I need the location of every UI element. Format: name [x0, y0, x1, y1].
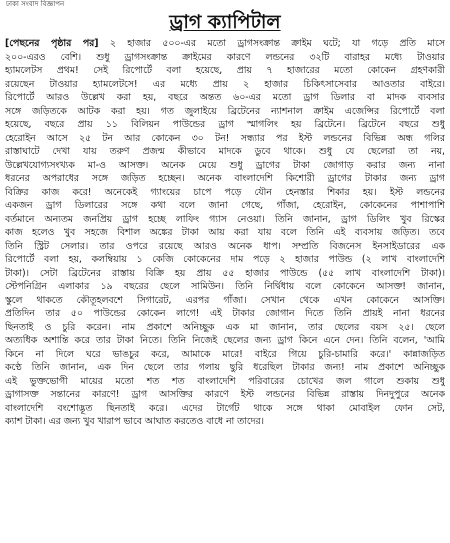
- body-line-text: অত্যধিক অশান্তি করে তার টাকা নিতে। তিনি নিজেই ছেলের জন্য ড্রাগ কিনে এনে দেন। তিনি বলেন, 'আমি: [5, 335, 445, 346]
- body-line-text: ২ হাজার ৫০০-এর মতো ড্রাগসংক্রান্ত ক্রাইম ঘটে; যা গড়ে প্রতি মাসে: [98, 38, 445, 49]
- body-line: [5, 402, 445, 416]
- body-line: [5, 51, 445, 65]
- body-line-text: হয়েছে, বছরে প্রায় ১১ বিলিয়ন পাউন্ডের ড্রাগ স্মাগলিং হয় ব্রিটেনে। ব্রিটেনে বছরে শুধু: [5, 119, 445, 130]
- body-line: [5, 307, 445, 321]
- body-line-text: রয়েছেন টাওয়ার হ্যামলেটসে! এর মধ্যে প্রায় ২ হাজার চিকিৎসাসেবার আওতার বাইরে।: [5, 78, 445, 90]
- body-line-text: রিপোর্টে আরও উল্লেখ করা হয়, বছরে অন্তত ৬০-এর মতো ড্রাগ ডিলার বা মাদক ব্যবসার: [5, 92, 445, 103]
- body-line-text: ক্যাশ টাকা। এর জন্য খুব খারাপ ভাবে আঘাত করতেও বাধে না তাদের।: [5, 416, 264, 427]
- body-line: [5, 280, 445, 294]
- body-line: [5, 240, 445, 254]
- body-line: [5, 375, 445, 389]
- body-line-text: ধরনের অপরাধের সঙ্গে জড়িত হচ্ছেন। অনেক বাংলাদেশি কিশোরী ড্রাগের টাকার জন্য ড্রাগ: [5, 173, 445, 184]
- body-line: [5, 199, 445, 213]
- running-head: ঢাকা সংবাদ বিজ্ঞাপন: [6, 0, 65, 8]
- body-line: [5, 118, 445, 132]
- body-line-text: রিপোর্টে বলা হয়, কলম্বিয়ায় ১ কেজি কোকেনের দাম পড়ে ২ হাজার পাউন্ড (২ লাখ বাংলাদেশি: [5, 254, 445, 265]
- body-line: [5, 145, 445, 159]
- body-line-text: তিনি স্ট্রিট সেলার। তার ওপরে রয়েছে আরও অনেক ধাপ। সম্প্রতি বিজনেস ইনসাইডারের এক: [5, 240, 445, 252]
- body-line-text: হেরোইন আসে ২৫ টন আর কোকেন ৩০ টন! সন্ধ্যার পর ইস্ট লন্ডনের বিভিন্ন অন্ধ গলির: [5, 132, 445, 144]
- body-line: [5, 321, 445, 335]
- body-line: [5, 64, 445, 78]
- body-line-text: স্কুলে থাকতে কৌতূহলবশে সিগারেট, এরপর গাঁজা। সেখান থেকে এখন কোকেনে আসক্তি।: [5, 294, 445, 306]
- body-line-text: কাজ হলেও খুব সহজে বিশাল অঙ্কের টাকা আয় করা যায় বলে তিনি এই ব্যবসায় জড়িত। তবে: [5, 227, 445, 238]
- article-body: [5, 37, 445, 539]
- body-line: [5, 186, 445, 200]
- body-line: [5, 361, 445, 375]
- body-line: [5, 37, 445, 51]
- body-line-text: রাস্তাঘাটে দেখা যায় তরুণ প্রজন্ম কীভাবে মাদকে ডুবে থাকে। শুধু যে ছেলেরা তা নয়,: [5, 146, 445, 157]
- body-line-text: একজন ড্রাগ ডিলারের সঙ্গে কথা বলে জানা গেছে, গাঁজা, হেরোইন, কোকেনের পাশাপাশি: [5, 200, 445, 211]
- body-line: [5, 132, 445, 146]
- body-line: [5, 334, 445, 348]
- body-line-text: কণ্ঠে তিনি জানান, এক দিন ছেলে তার গলায় ছুরি ধরেছিল টাকার জন্য! নাম প্রকাশে অনিচ্ছুক: [5, 362, 445, 373]
- body-line-text: বিক্রির কাজ করে! অনেকেই গ্যাংয়ের চাপে পড়ে যৌন হেনস্তার শিকার হয়। ইস্ট লন্ডনের: [5, 186, 445, 198]
- body-line: [5, 105, 445, 119]
- body-line: [5, 267, 445, 281]
- body-line: [5, 388, 445, 402]
- body-line: [5, 172, 445, 186]
- body-line-text: এই ভুক্তভোগী মায়ের মতো শত শত বাংলাদেশি পরিবারের চোখের জল গালে শুকায় শুধু: [5, 375, 445, 387]
- body-line-text: কিনে না দিলে ঘরে ভাঙচুর করে, আমাকে মারে! বাইরে গিয়ে চুরি-চামারি করে।' কান্নাজড়িত: [5, 348, 445, 360]
- body-line: [5, 253, 445, 267]
- body-line: [5, 78, 445, 92]
- body-line-text: প্রতিদিন তার ৫০ পাউন্ডের কোকেন লাগে! এই টাকার জোগান দিতে তিনি প্রায়ই নানা ধরনের: [5, 308, 445, 319]
- body-line: [5, 226, 445, 240]
- body-line-text: ড্রাগাসক্ত সন্তানের কারণে! ড্রাগ আসক্তির কারণে ইস্ট লন্ডনের বিভিন্ন রাস্তায় দিনদুপুরে অনেক: [5, 389, 445, 400]
- body-line: [5, 348, 445, 362]
- body-line: [5, 91, 445, 105]
- body-line-text: ২০০-এরও বেশি। শুধু ড্রাগসংক্রান্ত ক্রাইমের কারণে লন্ডনের ৩২টি বারাহর মধ্যে টাওয়ার: [5, 51, 445, 63]
- body-line-text: উল্লেখযোগ্যসংখ্যক মা-ও আসক্ত। অনেক মেয়ে শুধু ড্রাগের টাকা জোগাড় করার জন্য নানা: [5, 159, 445, 171]
- body-line-text: ছিনতাই ও চুরি করেন। নাম প্রকাশে অনিচ্ছুক এক মা জানান, তার ছেলের বয়স ২৫। ছেলে: [5, 321, 445, 333]
- body-line-text: বর্তমানে অন্যতম জনপ্রিয় ড্রাগ হচ্ছে লাফিং গ্যাস নেওয়া। তিনি জানান, ড্রাগ ডিলিং খুব রিস্কের: [5, 213, 445, 225]
- body-line: [5, 159, 445, 173]
- body-line-text: সঙ্গে জড়িতকে আটক করা হয়। গত জুলাইয়ে ব্রিটেনের ন্যাশনাল ক্রাইম এজেন্সির রিপোর্টে বলা: [5, 105, 445, 117]
- body-line-text: স্টেপনিগ্রিন এলাকার ১৯ বছরের ছেলে সামিউন। তিনি নির্দ্বিধায় বলে কোকেনে আসক্ত! জানান,: [5, 281, 445, 292]
- body-line: [5, 294, 445, 308]
- body-line: [5, 415, 445, 429]
- article-headline: ড্রাগ ক্যাপিটাল: [169, 11, 281, 33]
- body-line-text: হ্যামলেটস প্রথম! সেই রিপোর্টে বলা হয়েছে, প্রায় ৭ হাজারের মতো কোকেন গ্রহণকারী: [5, 65, 445, 76]
- body-line: [5, 213, 445, 227]
- continued-marker: [পেছনের পৃষ্ঠার পর]: [5, 38, 99, 49]
- body-line-text: টাকা)। সেটা ব্রিটেনের রাস্তায় বিক্রি হয় প্রায় ৫৫ হাজার পাউন্ডে (৫৫ লাখ বাংলাদেশি টাকা)।: [5, 267, 445, 279]
- body-line-text: বাংলাদেশি বংশোদ্ভূত ছিনতাই করে। এদের টার্গেট থাকে সঙ্গে থাকা মোবাইল ফোন সেট,: [5, 402, 445, 414]
